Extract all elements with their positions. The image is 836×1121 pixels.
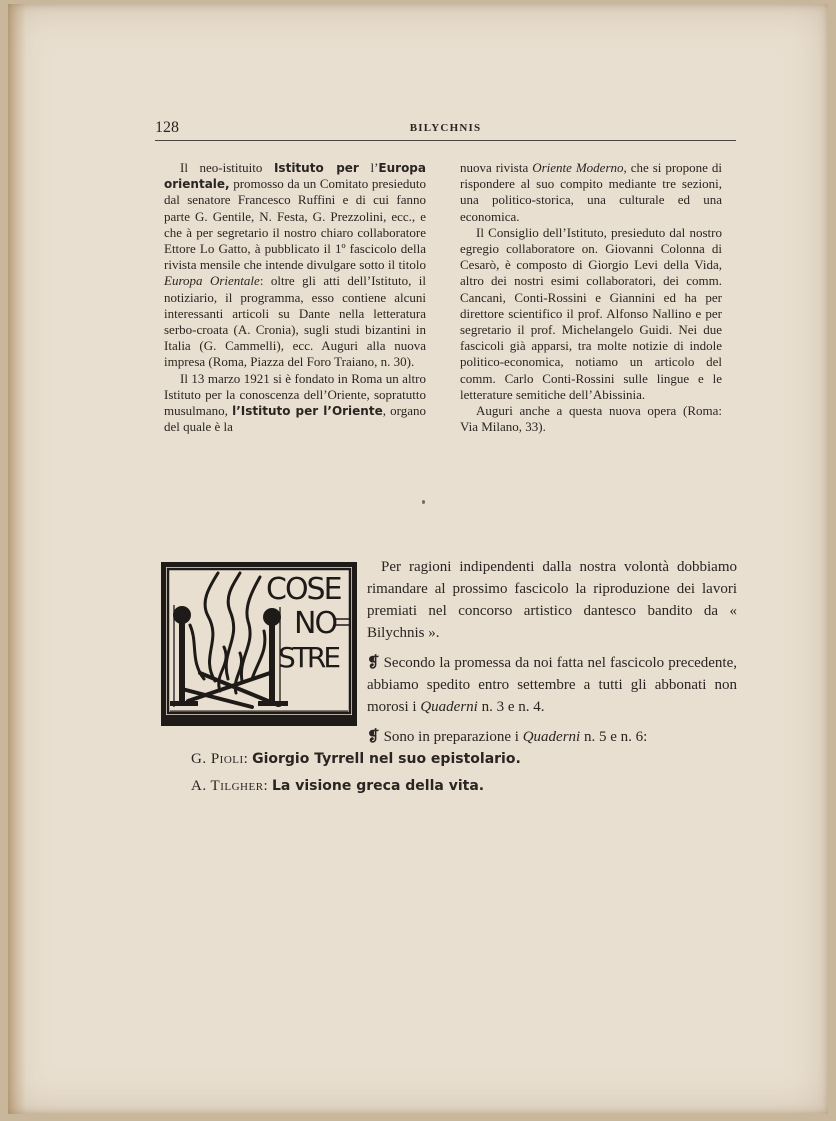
header-rule: [155, 140, 736, 141]
paragraph-istituto-oriente: [164, 371, 426, 436]
paragraph-consiglio: Il Consiglio dell’Istituto, presieduto dal nostro egregio collaboratore on. Giovanni Colonna di Cesarò, è composto di Giorgio Levi della Vida, altro dei nostri esimi collaboratori, dei comm. Cancani, Conti-Rossini e Giannini ed ha per direttore scientifico il prof. Alfonso Nallino e per segretario il prof. Michelangelo Guidi. Nei due fascicoli già apparsi, tra molte notizie di indole politico-economica, notiamo un articolo del comm. Carlo Conti-Rossini sulle lingue e le letterature semitiche dell’Abissinia.: [460, 224, 722, 402]
pilcrow-icon: ❡: [367, 729, 380, 745]
text-run: Il 13 marzo 1921 si è fondato in Roma un altro Istituto per la conoscenza dell’Oriente, sopratutto musulmano,: [164, 370, 426, 419]
woodcut-word-1: COSE: [266, 572, 341, 607]
notice-quaderni-preparation: [367, 726, 737, 748]
cose-nostre-woodcut: [160, 561, 358, 727]
publication-entry: [191, 773, 751, 800]
text-run: Il neo-istituito: [180, 160, 274, 175]
page-number: 128: [155, 119, 179, 136]
text-run: Secondo la promessa da noi fatta nel fascicolo precedente, abbiamo spedito entro settembre a tutti gli abbonati non morosi i: [367, 655, 737, 715]
publication-title: Giorgio Tyrrell nel suo epistolario.: [252, 751, 521, 767]
notices-block: [367, 556, 737, 756]
text-run: : oltre gli atti dell’Istituto, il notiziario, il programma, esso contiene alcuni interessanti articoli su Dante nella letteratura serbo-croata (A. Cronia), sugli studi bizantini in Italia (G. Cammelli), ecc. Auguri alla nuova impresa (Roma, Piazza del Foro Traiano, n. 30).: [164, 273, 426, 370]
text-run: , organo del quale è la: [164, 403, 426, 435]
bold-run: l’Istituto per l’Oriente: [232, 404, 383, 419]
right-column: [460, 160, 722, 435]
page-header: [155, 117, 736, 141]
magazine-page: [8, 4, 828, 1114]
italic-run: Quaderni: [522, 729, 581, 745]
text-run: n. 3 e n. 4.: [477, 699, 545, 715]
text-run: n. 5 e n. 6:: [580, 729, 648, 745]
ink-speck: [422, 500, 425, 504]
publication-author: G. Pioli:: [191, 751, 249, 767]
italic-run: Oriente Moderno,: [532, 160, 627, 175]
left-column: [164, 160, 426, 435]
paragraph-europa-orientale: [164, 160, 426, 371]
italic-run: Europa Orientale: [164, 273, 260, 289]
paragraph-oriente-moderno: [460, 160, 722, 225]
text-run: che si propone di rispondere al suo compito mediante tre sezioni, una politico-storica, una culturale ed una economica.: [460, 160, 723, 224]
text-run: l’: [358, 160, 379, 175]
notice-quaderni-sent: [367, 652, 737, 718]
publication-author: A. Tilgher:: [191, 778, 269, 794]
pilcrow-icon: ❡: [367, 655, 380, 671]
publication-entry: [191, 746, 751, 773]
forthcoming-publications: [191, 746, 751, 800]
text-run: promosso da un Comitato presieduto dal senatore Francesco Ruffini e di cui fanno parte G. Gentile, N. Festa, G. Prezzolini, ecc., e che à per segretario il nostro chiaro collaboratore Ettore Lo Gatto, à pubblicato il 1º fascicolo della rivista mensile che intende divulgare sotto il titolo: [164, 176, 426, 273]
woodcut-word-3: STRE: [278, 641, 339, 674]
text-run: Sono in preparazione i: [383, 729, 523, 745]
bold-run: Europa orientale,: [164, 161, 426, 192]
bold-run: Istituto per: [273, 161, 359, 175]
woodcut-word-2: NO: [294, 606, 337, 641]
paragraph-auguri: Auguri anche a questa nuova opera (Roma: Via Milano, 33).: [460, 403, 722, 435]
text-run: nuova rivista: [460, 160, 533, 175]
notice-dantesque-contest: Per ragioni indipendenti dalla nostra volontà dobbiamo rimandare al prossimo fascicolo la riproduzione dei lavori premiati nel concorso artistico dantesco bandito da « Bilychnis ».: [367, 559, 737, 641]
italic-run: Quaderni: [420, 699, 478, 715]
running-head: BILYCHNIS: [409, 122, 482, 134]
publication-title: La visione greca della vita.: [271, 778, 485, 794]
